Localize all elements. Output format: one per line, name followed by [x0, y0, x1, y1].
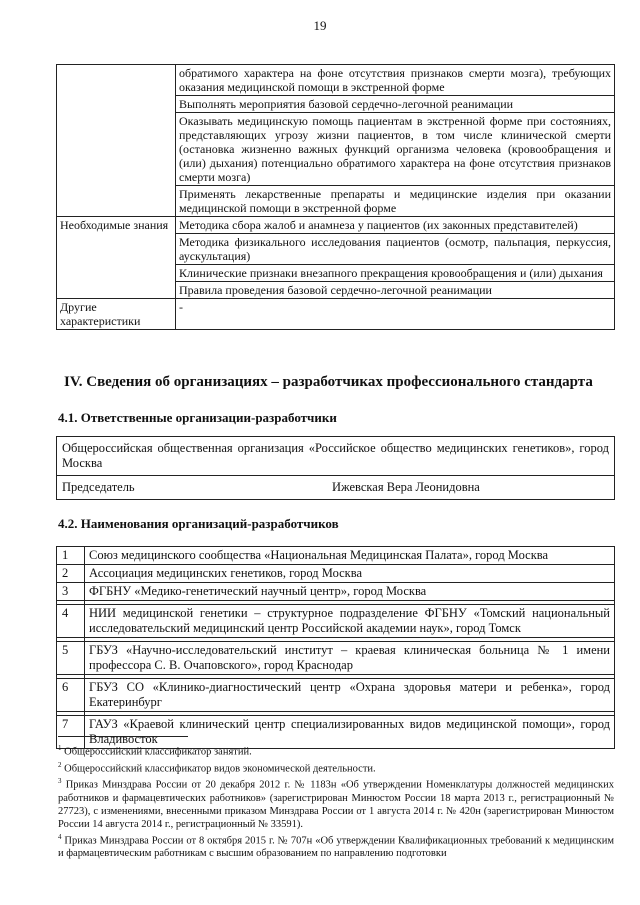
subsection-title-developers: 4.2. Наименования организаций-разработчиков	[58, 516, 339, 531]
org-name: ФГБНУ «Медико-генетический научный центр», город Москва	[85, 583, 615, 601]
footnote-mark: 1	[58, 744, 62, 752]
row-content: Выполнять мероприятия базовой сердечно-легочной реанимации	[176, 96, 615, 113]
responsible-head-row	[57, 476, 615, 500]
footnote	[58, 742, 614, 759]
page-number: 19	[313, 18, 327, 33]
responsible-org-table	[56, 436, 615, 500]
row-label: Необходимые знания	[57, 217, 176, 299]
org-number: 1	[57, 547, 85, 565]
footnote-text: Приказ Минздрава России от 8 октября 2015 г. № 707н «Об утверждении Квалификационных требований к медицинским и фармацевтическим работникам с высшим образованием по направлению подготовки	[58, 835, 614, 859]
row-content: Правила проведения базовой сердечно-легочной реанимации	[176, 282, 615, 299]
subsection-title-responsible: 4.1. Ответственные организации-разработчики	[58, 410, 337, 425]
org-name: ГАУЗ «Краевой клинический центр специализированных видов медицинской помощи», город Владивосток	[85, 716, 615, 749]
org-number: 7	[57, 716, 85, 749]
row-content: -	[176, 299, 615, 330]
footnote	[58, 775, 614, 831]
org-name: Ассоциация медицинских генетиков, город Москва	[85, 565, 615, 583]
org-name: ГБУЗ «Научно-исследовательский институт – краевая клиническая больница № 1 имени профессора С. В. Очаповского», город Краснодар	[85, 642, 615, 675]
developer-orgs-table	[56, 546, 615, 749]
footnote-text: Приказ Минздрава России от 20 декабря 2012 г. № 1183н «Об утверждении Номенклатуры должностей медицинских работников и фармацевтических работников» (зарегистрирован Минюстом России 18 марта 2013 г., регистрационный № 27723), с изменениями, внесенными приказом Минздрава России от 1 августа 2014 г. № 420н (зарегистрирован Минюстом России 14 августа 2014 г., регистрационный № 33591).	[58, 779, 614, 830]
org-number: 4	[57, 605, 85, 638]
row-label	[57, 65, 176, 217]
developer-org-row	[57, 642, 615, 675]
developer-org-row	[57, 679, 615, 712]
responsible-org-row	[57, 437, 615, 476]
footnote	[58, 831, 614, 861]
developer-org-row	[57, 583, 615, 601]
developer-org-row	[57, 547, 615, 565]
row-content: Применять лекарственные препараты и медицинские изделия при оказании медицинской помощи в экстренной форме	[176, 186, 615, 217]
footnotes	[58, 742, 614, 860]
footnote-mark: 2	[58, 760, 62, 769]
footnote	[58, 759, 614, 776]
chairman-role: Председатель	[62, 480, 135, 494]
developer-org-row	[57, 565, 615, 583]
org-name: Союз медицинского сообщества «Национальная Медицинская Палата», город Москва	[85, 547, 615, 565]
responsible-org-name: Общероссийская общественная организация «Российское общество медицинских генетиков», город Москва	[57, 437, 615, 476]
org-number: 3	[57, 583, 85, 601]
developer-org-row	[57, 605, 615, 638]
org-name: ГБУЗ СО «Клинико-диагностический центр «Охрана здоровья матери и ребенка», город Екатеринбург	[85, 679, 615, 712]
footnote-divider	[58, 736, 188, 737]
labor-row	[57, 299, 615, 330]
org-number: 6	[57, 679, 85, 712]
org-number: 2	[57, 565, 85, 583]
org-name: НИИ медицинской генетики – структурное подразделение ФГБНУ «Томский национальный исследовательский медицинский центр Российской академии наук», город Томск	[85, 605, 615, 638]
chairman-name: Ижевская Вера Леонидовна	[332, 480, 480, 494]
labor-row	[57, 217, 615, 234]
row-content: Клинические признаки внезапного прекращения кровообращения и (или) дыхания	[176, 265, 615, 282]
footnote-mark: 4	[58, 832, 62, 841]
row-content: Методика физикального исследования пациентов (осмотр, пальпация, перкуссия, аускультация)	[176, 234, 615, 265]
footnote-mark: 3	[58, 777, 62, 785]
footnote-text: Общероссийский классификатор видов экономической деятельности.	[61, 763, 376, 774]
section-title: IV. Сведения об организациях – разработчиках профессионального стандарта	[64, 374, 593, 390]
footnote-text: Общероссийский классификатор занятий.	[61, 746, 252, 758]
org-number: 5	[57, 642, 85, 675]
responsible-head-cell	[57, 476, 615, 500]
row-content: Методика сбора жалоб и анамнеза у пациентов (их законных представителей)	[176, 217, 615, 234]
row-content: обратимого характера на фоне отсутствия признаков смерти мозга), требующих оказания медицинской помощи в экстренной форме	[176, 65, 615, 96]
labor-functions-table	[56, 64, 615, 330]
labor-row	[57, 65, 615, 96]
row-label: Другие характеристики	[57, 299, 176, 330]
row-content: Оказывать медицинскую помощь пациентам в экстренной форме при состояниях, представляющих угрозу жизни пациентов, в том числе клинической смерти (остановка жизненно важных функций организма человека (кровообращения и (или) дыхания) потенциально обратимого характера на фоне отсутствия признаков смерти мозга)	[176, 113, 615, 186]
